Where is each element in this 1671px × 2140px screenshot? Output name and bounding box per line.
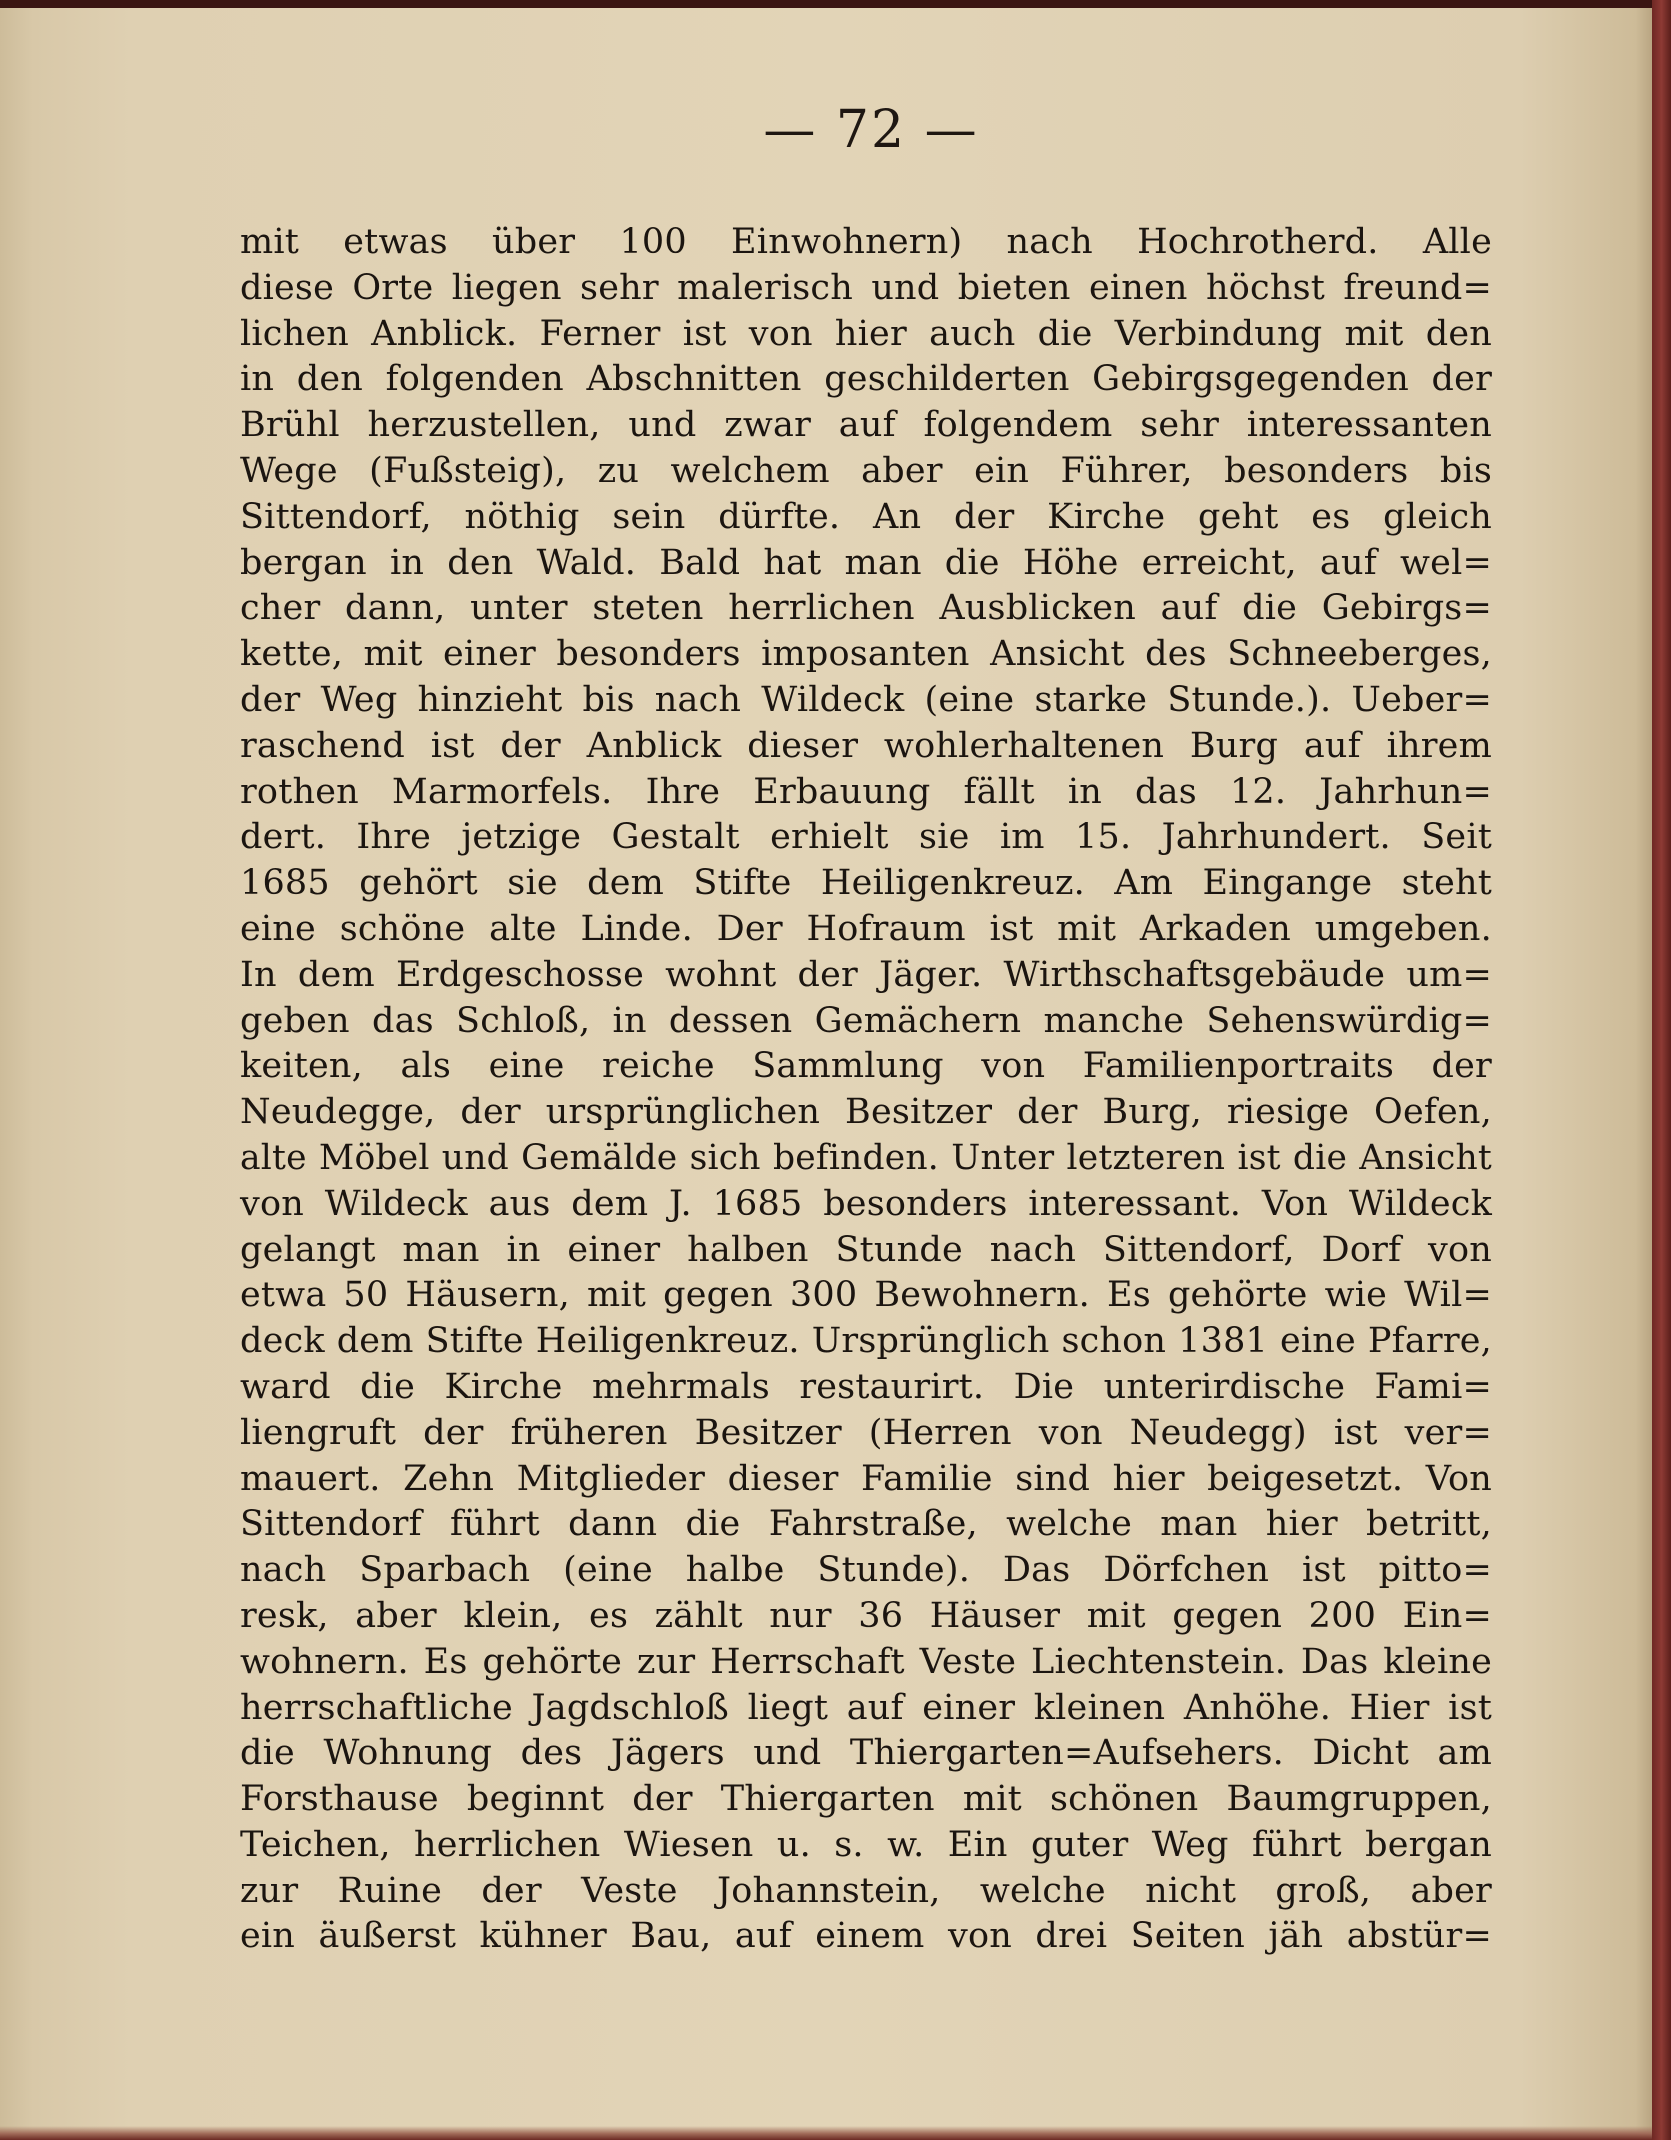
text-line: mauert. Zehn Mitglieder dieser Familie sind hier beigesetzt. Von xyxy=(240,1458,1492,1499)
text-line: raschend ist der Anblick dieser wohlerhaltenen Burg auf ihrem xyxy=(240,725,1492,766)
text-line: Sittendorf, nöthig sein dürfte. An der Kirche geht es gleich xyxy=(240,496,1492,537)
text-line: deck dem Stifte Heiligenkreuz. Ursprünglich schon 1381 eine Pfarre, xyxy=(240,1321,1492,1362)
text-line: mit etwas über 100 Einwohnern) nach Hochrotherd. Alle xyxy=(240,222,1492,262)
text-line: von Wildeck aus dem J. 1685 besonders interessant. Von Wildeck xyxy=(240,1183,1492,1224)
text-line: Teichen, herrlichen Wiesen u. s. w. Ein guter Weg führt bergan xyxy=(240,1824,1492,1865)
text-line: rothen Marmorfels. Ihre Erbauung fällt in das 12. Jahrhun= xyxy=(240,771,1492,812)
book-binding-edge xyxy=(1652,0,1671,2140)
text-line: alte Möbel und Gemälde sich befinden. Unter letzteren ist die Ansicht xyxy=(240,1137,1492,1178)
body-text xyxy=(240,220,1492,1960)
text-line: etwa 50 Häusern, mit gegen 300 Bewohnern. Es gehörte wie Wil= xyxy=(240,1275,1492,1316)
text-line: liengruft der früheren Besitzer (Herren von Neudegg) ist ver= xyxy=(240,1412,1492,1453)
text-line: Sittendorf führt dann die Fahrstraße, welche man hier betritt, xyxy=(240,1504,1492,1545)
text-line: zur Ruine der Veste Johannstein, welche nicht groß, aber xyxy=(240,1870,1492,1911)
text-line: geben das Schloß, in dessen Gemächern manche Sehenswürdig= xyxy=(240,1000,1492,1041)
text-line: herrschaftliche Jagdschloß liegt auf einer kleinen Anhöhe. Hier ist xyxy=(240,1687,1492,1728)
text-line: Neudegge, der ursprünglichen Besitzer der Burg, riesige Oefen, xyxy=(240,1092,1492,1133)
text-line: ward die Kirche mehrmals restaurirt. Die unterirdische Fami= xyxy=(240,1366,1492,1407)
text-line: der Weg hinzieht bis nach Wildeck (eine starke Stunde.). Ueber= xyxy=(240,679,1492,720)
text-line: dert. Ihre jetzige Gestalt erhielt sie im 15. Jahrhundert. Seit xyxy=(240,817,1492,858)
text-line: gelangt man in einer halben Stunde nach Sittendorf, Dorf von xyxy=(240,1229,1492,1270)
text-line: kette, mit einer besonders imposanten Ansicht des Schneeberges, xyxy=(240,634,1492,675)
text-line: diese Orte liegen sehr malerisch und bieten einen höchst freund= xyxy=(240,267,1492,308)
text-line: Wege (Fußsteig), zu welchem aber ein Führer, besonders bis xyxy=(240,450,1492,491)
text-line: Brühl herzustellen, und zwar auf folgendem sehr interessanten xyxy=(240,405,1492,446)
text-line: wohnern. Es gehörte zur Herrschaft Veste Liechtenstein. Das kleine xyxy=(240,1641,1492,1682)
text-line: die Wohnung des Jägers und Thiergarten=Aufsehers. Dicht am xyxy=(240,1733,1492,1774)
text-line: bergan in den Wald. Bald hat man die Höhe erreicht, auf wel= xyxy=(240,542,1492,583)
text-line: Forsthause beginnt der Thiergarten mit schönen Baumgruppen, xyxy=(240,1779,1492,1820)
text-line: 1685 gehört sie dem Stifte Heiligenkreuz. Am Eingange steht xyxy=(240,863,1492,904)
text-line: in den folgenden Abschnitten geschilderten Gebirgsgegenden der xyxy=(240,359,1492,400)
text-line: keiten, als eine reiche Sammlung von Familienportraits der xyxy=(240,1046,1492,1087)
text-line: eine schöne alte Linde. Der Hofraum ist mit Arkaden umgeben. xyxy=(240,908,1492,949)
text-line: ein äußerst kühner Bau, auf einem von drei Seiten jäh abstür= xyxy=(240,1916,1492,1957)
page-number: — 72 — xyxy=(763,100,979,160)
text-line: nach Sparbach (eine halbe Stunde). Das Dörfchen ist pitto= xyxy=(240,1550,1492,1591)
text-line: cher dann, unter steten herrlichen Ausblicken auf die Gebirgs= xyxy=(240,588,1492,629)
text-line: resk, aber klein, es zählt nur 36 Häuser mit gegen 200 Ein= xyxy=(240,1595,1492,1636)
text-line: In dem Erdgeschosse wohnt der Jäger. Wirthschaftsgebäude um= xyxy=(240,954,1492,995)
text-line: lichen Anblick. Ferner ist von hier auch die Verbindung mit den xyxy=(240,313,1492,354)
